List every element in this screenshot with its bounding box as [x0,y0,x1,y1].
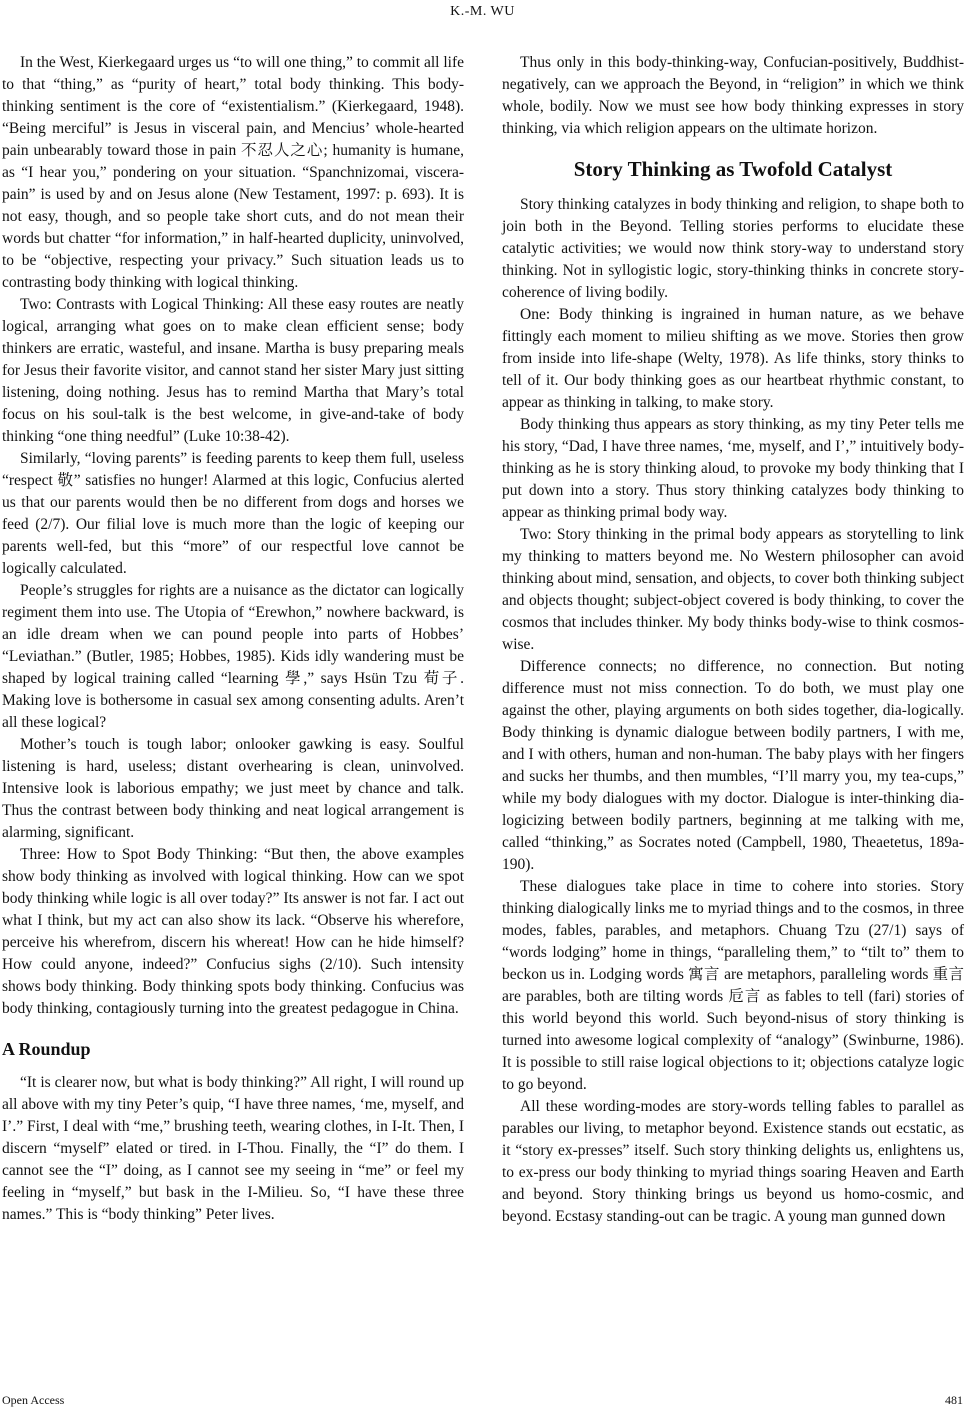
paragraph: People’s struggles for rights are a nuisance as the dictator can logically regiment them into use. The Utopia of “Erewhon,” nowhere backward, is an idle dream when we can pound people into parts of Hobbes’ “Leviathan.” (Butler, 1985; Hobbes, 1985). Kids idly wandering must be shaped by logical training called “learning 學,” says Hsün Tzu 荀子. Making love is bothersome in casual sex among consenting adults. Aren’t all these logical? [2,582,464,731]
paragraph: Similarly, “loving parents” is feeding parents to keep them full, useless “respect 敬” satisfies no hunger! Alarmed at this logic, Confucius alerted us that our parents would then be no different from dogs and horses we feed (2/7). Our filial love is much more than the logic of keeping our parents well-fed, but this “more” of our respectful love cannot be logically calculated. [2,450,464,577]
paragraph: Difference connects; no difference, no connection. But noting difference must not miss connection. To do both, we must play one against the other, playing arguments on both sides together, dia-logically. Body thinking is dynamic dialogue between bodily partners, I with me, and I with others, human and non-human. The baby plays with her fingers and sucks her thumbs, and then mumbles, “I’ll marry you, my tea-cups,” while my body dialogues with my doctor. Dialogue is inter-thinking dia-logicizing between bodily partners, beginning at me talking with me, called “thinking,” as Socrates noted (Campbell, 1980, Theaetetus, 189a-190). [502,658,964,873]
right-column [502,52,964,1228]
paragraph: Three: How to Spot Body Thinking: “But then, the above examples show body thinking as involved with logical thinking. How can we spot body thinking while logic is all over today?” Its answer is not far. I act out what I think, but my act can also show its lack. “Observe his wherefore, perceive his wherefrom, discern his whereat! How can he hide himself? How could anyone, indeed?” Confucius sighs (2/10). Such intensity shows body thinking. Body thinking spots body thinking. Confucius was body thinking, contagiously turning into the greatest pedagogue in China. [2,846,464,1017]
paragraph: Thus only in this body-thinking-way, Confucian-positively, Buddhist-negatively, can we approach the Beyond, in “religion” in which we think whole, bodily. Now we must see how body thinking expresses in story thinking, via which religion appears on the ultimate horizon. [502,54,964,137]
section-heading-story-thinking: Story Thinking as Twofold Catalyst [573,157,893,181]
paragraph: In the West, Kierkegaard urges us “to will one thing,” to commit all life to that “thing,” as “purity of heart,” total body thinking. This body-thinking sentiment is the core of “existentialism.” (Kierkegaard, 1948). “Being merciful” is Jesus in visceral pain, and Mencius’ whole-hearted pain unbearably toward those in pain 不忍人之心; humanity is humane, as “I hear you,” pondering on your situation. “Spanchnizomai, viscera-pain” is used by and on Jesus alone (New Testament, 1997: p. 693). It is not easy, though, and so people take short cuts, and do not mean their words but chatter “for information,” in half-hearted duplicity, uninvolved, to be “objective, respecting your privacy.” Such situation leads us to contrasting body thinking with logical thinking. [2,54,464,291]
paragraph: All these wording-modes are story-words telling fables to parallel as parables our living, to metaphor beyond. Existence stands out ecstatic, as it “story ex-presses” itself. Such story thinking delights us, enlightens us, to ex-press our body thinking to myriad things soaring Heaven and Earth and beyond. Story thinking brings us beyond us homo-cosmic, and beyond. Ecstasy standing-out can be tragic. A young man gunned down [502,1098,964,1225]
paragraph: These dialogues take place in time to cohere into stories. Story thinking dialogically links me to myriad things and to the cosmos, in three modes, fables, parables, and metaphors. Chuang Tzu (27/1) says of “words lodging” home in things, “paralleling them,” to “tilt to” them to beckon us in. Lodging words 寓言 are metaphors, paralleling words 重言 are parables, both are tilting words 卮言 as fables to tell (fari) stories of this world beyond this world. Such beyond-nisus of story thinking is turned into awesome logical complexity of “analogy” (Swinburne, 1986). It is possible to still raise logical objections to it; objections catalyze logic to go beyond. [502,878,964,1093]
paragraph: Mother’s touch is tough labor; onlooker gawking is easy. Soulful listening is hard, useless; distant overhearing is clean, uninvolved. Intensive look is laborious empathy; we just meet by chance and talk. Thus the contrast between body thinking and neat logical arrangement is alarming, significant. [2,736,464,841]
page-number: 481 [945,1393,963,1407]
paragraph: Body thinking thus appears as story thinking, as my tiny Peter tells me his story, “Dad, I have three names, ‘me, myself, and I’,” intuitively body-thinking as he is story thinking aloud, to provoke my body thinking that I put down into a story. Thus story thinking catalyzes body thinking to appear as thinking primal body way. [502,416,964,521]
section-heading-roundup: A Roundup [2,1039,91,1059]
paragraph: One: Body thinking is ingrained in human nature, as we behave fittingly each moment to milieu shifting as we move. Stories then grow from inside into life-shape (Welty, 1978). As life thinks, story thinks to tell of it. Our body thinking goes as our heartbeat rhythmic constant, to appear as thinking in talking, to make story. [502,306,964,411]
paragraph: “It is clearer now, but what is body thinking?” All right, I will round up all above with my tiny Peter’s quip, “I have three names, ‘me, myself, and I’.” First, I deal with “me,” brushing teeth, wearing clothes, in I-It. Then, I discern “myself” elated or tired. in I-Thou. Finally, the “I” do them. I cannot see the “I” doing, as I cannot see my seeing in “me” or feel my feeling in “myself,” but bask in the I-Milieu. So, “I have these three names.” This is “body thinking” Peter lives. [2,1074,464,1223]
footer-open-access: Open Access [2,1393,65,1407]
paragraph: Two: Story thinking in the primal body appears as storytelling to link my thinking to matters beyond me. No Western philosopher can avoid thinking about mind, sensation, and objects, to cover both thinking subject and objects thought; subject-object covered is body thinking, to cover the cosmos that includes thinker. My body thinks body-wise to think cosmos-wise. [502,526,964,653]
paragraph: Two: Contrasts with Logical Thinking: All these easy routes are neatly logical, arranging what goes on to make clean efficient sense; body thinkers are erratic, wasteful, and insane. Martha is busy preparing meals for Jesus their favorite visitor, and cannot stand her sister Mary just sitting listening, doing nothing. Jesus has to remind Martha that Mary’s total focus on his soul-talk is the best welcome, in give-and-take of body thinking “one thing needful” (Luke 10:38-42). [2,296,464,445]
left-column [2,52,464,1226]
paragraph: Story thinking catalyzes in body thinking and religion, to shape both to join both in the Beyond. Telling stories performs to elucidate these catalytic activities; we would now think story-way to understand story thinking. Not in syllogistic logic, story-thinking thinks in concrete story-coherence of living bodily. [502,196,964,301]
running-head: K.-M. WU [450,4,515,19]
